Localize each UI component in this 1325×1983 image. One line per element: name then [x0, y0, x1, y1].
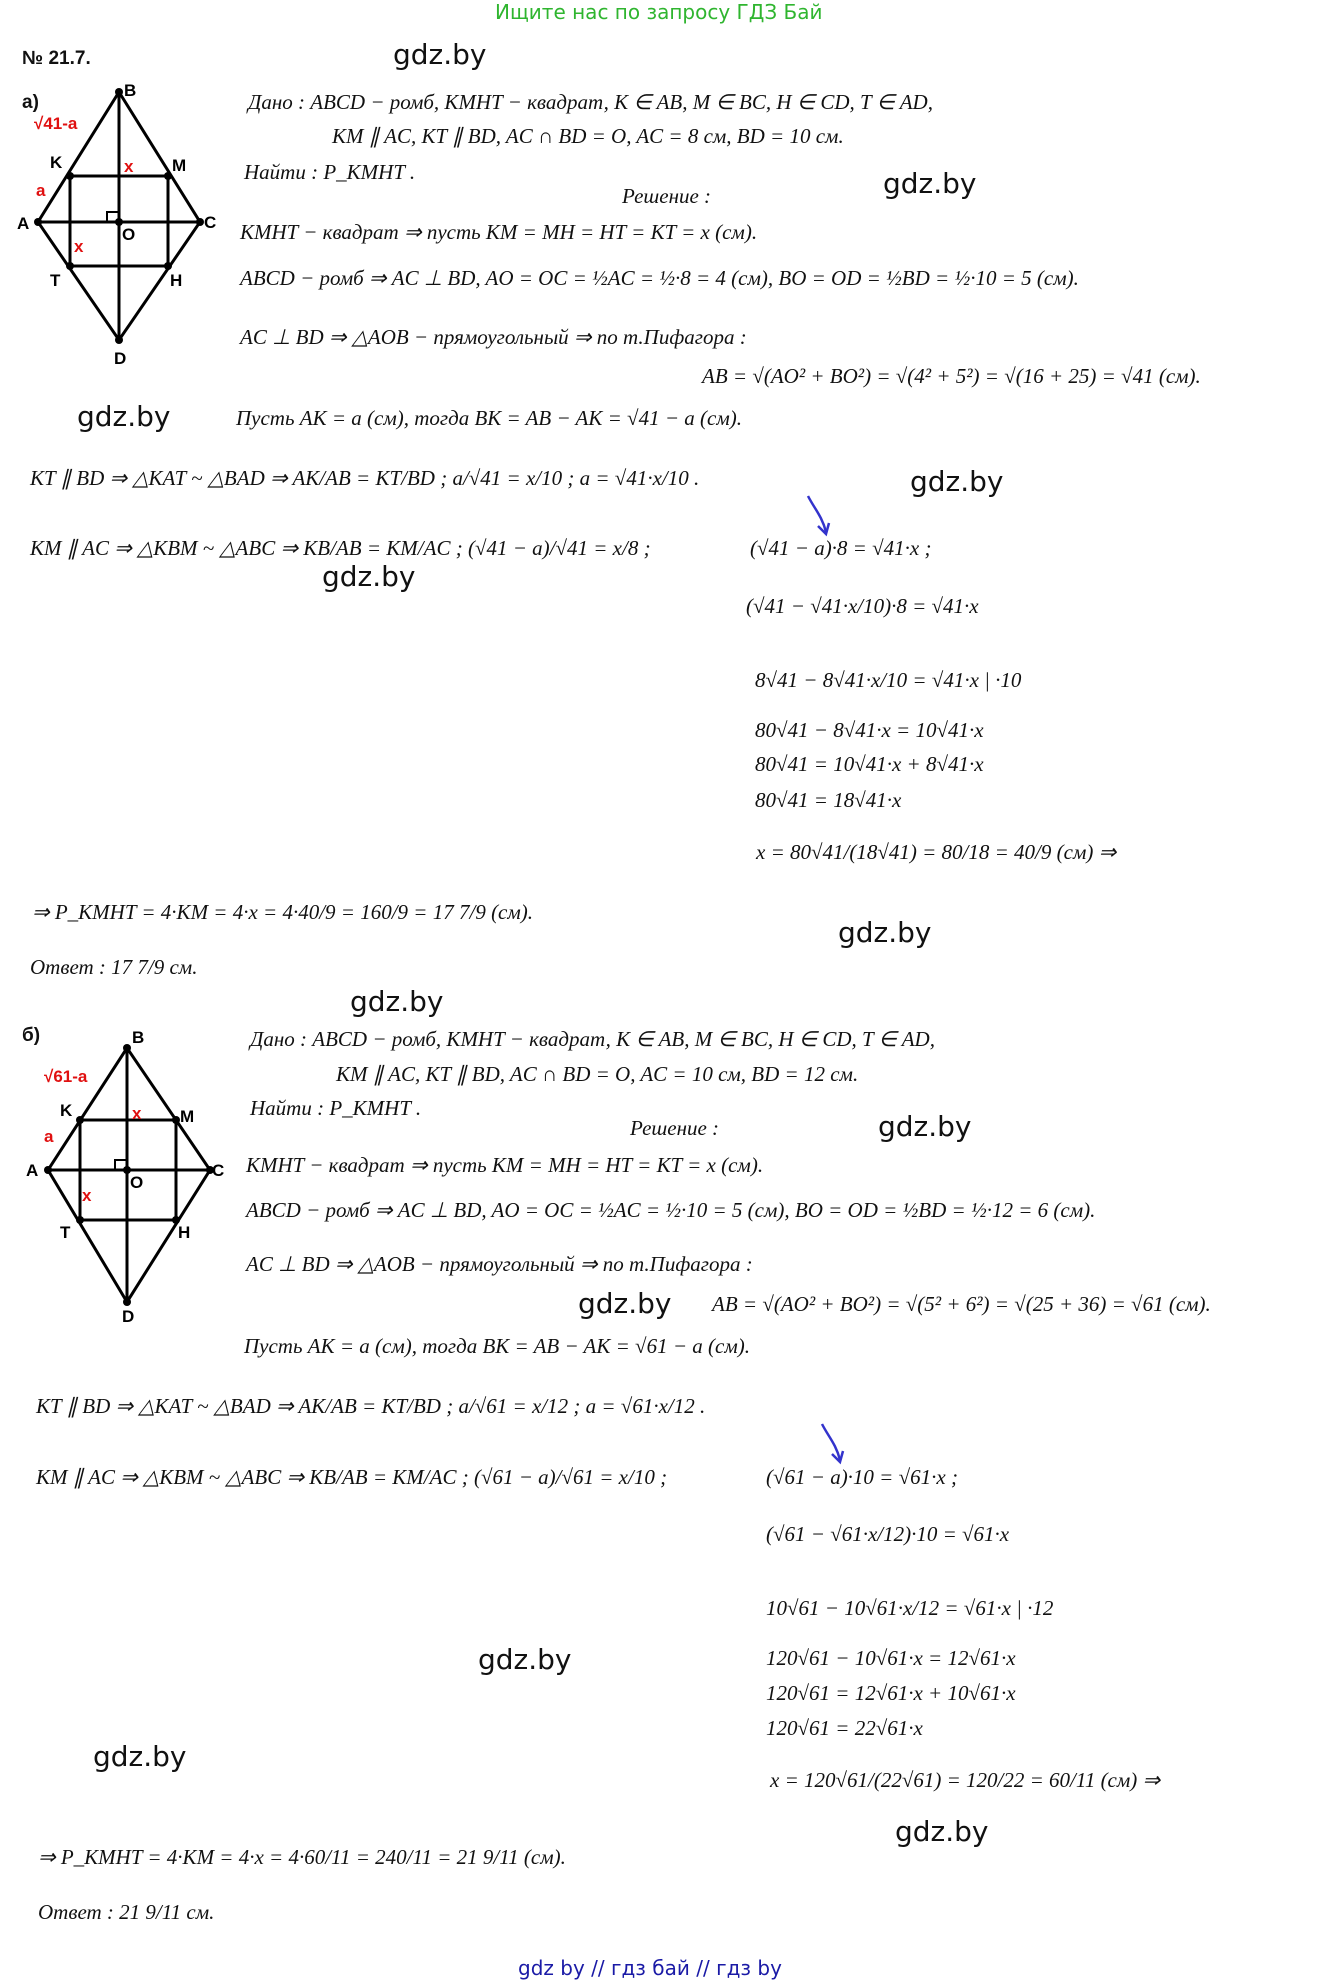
part-a-step-4: 80√41 − 8√41·x = 10√41·x — [755, 718, 984, 742]
part-a-line-2: ABCD − ромб ⇒ AC ⊥ BD, AO = OC = ½AC = ½·8 = 4 (см), BO = OD = ½BD = ½·10 = 5 (см). — [240, 266, 1079, 290]
watermark: gdz.by — [478, 1643, 572, 1676]
label-side-x-left: x — [74, 237, 84, 256]
part-b-label: б) — [22, 1025, 41, 1046]
watermark: gdz.by — [350, 985, 444, 1018]
part-a-line-3: AC ⊥ BD ⇒ △AOB − прямоугольный ⇒ по т.Пифагора : — [240, 325, 747, 349]
part-a-line-7: KM ∥ AC ⇒ △KBM ~ △ABC ⇒ KB/AB = KM/AC ; (√41 − a)/√41 = x/8 ; — [30, 536, 651, 560]
rhombus-figure-a — [14, 80, 234, 380]
part-b-find: Найти : P_KMHT . — [250, 1096, 422, 1120]
part-a-step-5: 80√41 = 10√41·x + 8√41·x — [755, 752, 984, 776]
part-a-perimeter: ⇒ P_KMHT = 4·KM = 4·x = 4·40/9 = 160/9 = 17 7/9 (см). — [32, 900, 534, 924]
label-side-bk: √41-a — [34, 114, 78, 133]
label-h: H — [170, 271, 183, 290]
part-b-perimeter: ⇒ P_KMHT = 4·KM = 4·x = 4·60/11 = 240/11 = 21 9/11 (см). — [38, 1845, 566, 1869]
watermark: gdz.by — [77, 400, 171, 433]
watermark: gdz.by — [322, 560, 416, 593]
part-b-step-2: (√61 − √61·x/12)·10 = √61·x — [766, 1522, 1010, 1546]
label-k: K — [60, 1101, 73, 1120]
part-b-line-4: AB = √(AO² + BO²) = √(5² + 6²) = √(25 + 36) = √61 (см). — [712, 1292, 1211, 1316]
part-a-solution: Решение : — [622, 184, 712, 208]
watermark: gdz.by — [393, 38, 487, 71]
part-b-step-4: 120√61 − 10√61·x = 12√61·x — [766, 1646, 1016, 1670]
label-b: B — [132, 1028, 145, 1047]
part-a-step-2: (√41 − √41·x/10)·8 = √41·x — [746, 594, 979, 618]
label-side-bk: √61-a — [44, 1067, 88, 1086]
label-m: M — [172, 156, 187, 175]
part-a-given-1: Дано : ABCD − ромб, KMHT − квадрат, K ∈ AB, M ∈ BC, H ∈ CD, T ∈ AD, — [248, 90, 933, 114]
part-a-label: а) — [22, 92, 39, 113]
label-h: H — [178, 1223, 191, 1242]
part-a-line-6: KT ∥ BD ⇒ △KAT ~ △BAD ⇒ AK/AB = KT/BD ; a/√41 = x/10 ; a = √41·x/10 . — [30, 466, 700, 490]
banner: Ищите нас по запросу ГДЗ Бай — [495, 0, 823, 24]
rhombus-figure-b — [14, 1016, 234, 1326]
part-a-line-5: Пусть AK = a (см), тогда BK = AB − AK = √41 − a (см). — [236, 406, 742, 430]
label-c: C — [204, 213, 217, 232]
label-side-a: a — [36, 181, 46, 200]
part-a-step-1: (√41 − a)·8 = √41·x ; — [750, 536, 932, 560]
label-d: D — [122, 1307, 135, 1326]
label-side-x-left: x — [82, 1186, 92, 1205]
watermark: gdz.by — [578, 1287, 672, 1320]
part-b-line-3: AC ⊥ BD ⇒ △AOB − прямоугольный ⇒ по т.Пифагора : — [246, 1252, 753, 1276]
label-o: O — [122, 225, 136, 244]
label-side-x-top: x — [124, 157, 134, 176]
part-b-step-7: x = 120√61/(22√61) = 120/22 = 60/11 (см) ⇒ — [770, 1768, 1161, 1792]
arrow-b — [818, 1422, 848, 1466]
label-a: A — [26, 1161, 39, 1180]
part-b-solution: Решение : — [630, 1116, 720, 1140]
watermark: gdz.by — [93, 1740, 187, 1773]
part-b-line-1: KMHT − квадрат ⇒ пусть KM = MH = HT = KT = x (см). — [246, 1153, 764, 1177]
watermark: gdz.by — [910, 465, 1004, 498]
watermark: gdz.by — [883, 167, 977, 200]
problem-number: № 21.7. — [22, 48, 91, 69]
part-b-step-1: (√61 − a)·10 = √61·x ; — [766, 1465, 958, 1489]
label-a: A — [17, 214, 30, 233]
label-m: M — [180, 1107, 195, 1126]
part-b-line-7: KM ∥ AC ⇒ △KBM ~ △ABC ⇒ KB/AB = KM/AC ; (√61 − a)/√61 = x/10 ; — [36, 1465, 668, 1489]
part-b-line-2: ABCD − ромб ⇒ AC ⊥ BD, AO = OC = ½AC = ½·10 = 5 (см), BO = OD = ½BD = ½·12 = 6 (см). — [246, 1198, 1096, 1222]
part-b-line-6: KT ∥ BD ⇒ △KAT ~ △BAD ⇒ AK/AB = KT/BD ; a/√61 = x/12 ; a = √61·x/12 . — [36, 1394, 706, 1418]
part-b-step-6: 120√61 = 22√61·x — [766, 1716, 923, 1740]
label-b: B — [124, 81, 137, 100]
label-k: K — [50, 153, 63, 172]
part-a-given-2: KM ∥ AC, KT ∥ BD, AC ∩ BD = O, AC = 8 см, BD = 10 см. — [332, 124, 844, 148]
part-b-given-1: Дано : ABCD − ромб, KMHT − квадрат, K ∈ AB, M ∈ BC, H ∈ CD, T ∈ AD, — [250, 1027, 935, 1051]
part-a-line-4: AB = √(AO² + BO²) = √(4² + 5²) = √(16 + 25) = √41 (см). — [702, 364, 1201, 388]
label-side-a: a — [44, 1127, 54, 1146]
watermark: gdz.by — [895, 1815, 989, 1848]
part-b-given-2: KM ∥ AC, KT ∥ BD, AC ∩ BD = O, AC = 10 см, BD = 12 см. — [336, 1062, 859, 1086]
part-a-line-1: KMHT − квадрат ⇒ пусть KM = MH = HT = KT = x (см). — [240, 220, 758, 244]
label-t: T — [60, 1223, 71, 1242]
rhombus-abcd — [48, 1048, 210, 1302]
footer: gdz by // гдз бай // гдз by — [518, 1956, 782, 1980]
part-b-step-3: 10√61 − 10√61·x/12 = √61·x | ·12 — [766, 1596, 1054, 1620]
part-a-find: Найти : P_KMHT . — [244, 160, 416, 184]
part-a-step-6: 80√41 = 18√41·x — [755, 788, 902, 812]
arrow-a — [804, 494, 834, 538]
part-b-line-5: Пусть AK = a (см), тогда BK = AB − AK = √61 − a (см). — [244, 1334, 750, 1358]
label-c: C — [212, 1161, 225, 1180]
part-a-step-3: 8√41 − 8√41·x/10 = √41·x | ·10 — [755, 668, 1022, 692]
label-d: D — [114, 349, 127, 368]
part-a-answer: Ответ : 17 7/9 см. — [30, 955, 198, 979]
watermark: gdz.by — [838, 916, 932, 949]
part-b-answer: Ответ : 21 9/11 см. — [38, 1900, 215, 1924]
label-side-x-top: x — [132, 1104, 142, 1123]
label-o: O — [130, 1173, 144, 1192]
part-b-step-5: 120√61 = 12√61·x + 10√61·x — [766, 1681, 1016, 1705]
watermark: gdz.by — [878, 1110, 972, 1143]
label-t: T — [50, 271, 61, 290]
part-a-step-7: x = 80√41/(18√41) = 80/18 = 40/9 (см) ⇒ — [756, 840, 1117, 864]
